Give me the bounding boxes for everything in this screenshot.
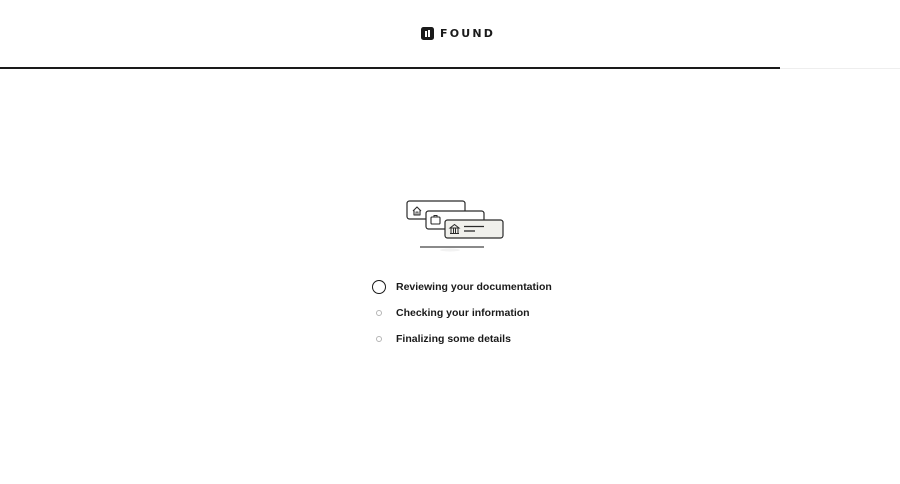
progress-steps: [371, 279, 552, 357]
step-checking-information: [371, 305, 552, 321]
step-active-indicator-icon: [371, 279, 387, 295]
step-finalizing-details: [371, 331, 552, 347]
step-reviewing-documentation: [371, 279, 552, 295]
found-logo-icon: [421, 27, 434, 40]
documents-stack-illustration: [404, 198, 508, 254]
progress-bar: [0, 67, 780, 69]
brand-name: FOUND: [440, 27, 496, 40]
step-label: Reviewing your documentation: [396, 281, 552, 293]
step-label: Checking your information: [396, 307, 530, 319]
step-pending-indicator-icon: [371, 331, 387, 347]
step-label: Finalizing some details: [396, 333, 511, 345]
header: [0, 0, 900, 68]
step-pending-indicator-icon: [371, 305, 387, 321]
brand-logo: [421, 27, 495, 40]
